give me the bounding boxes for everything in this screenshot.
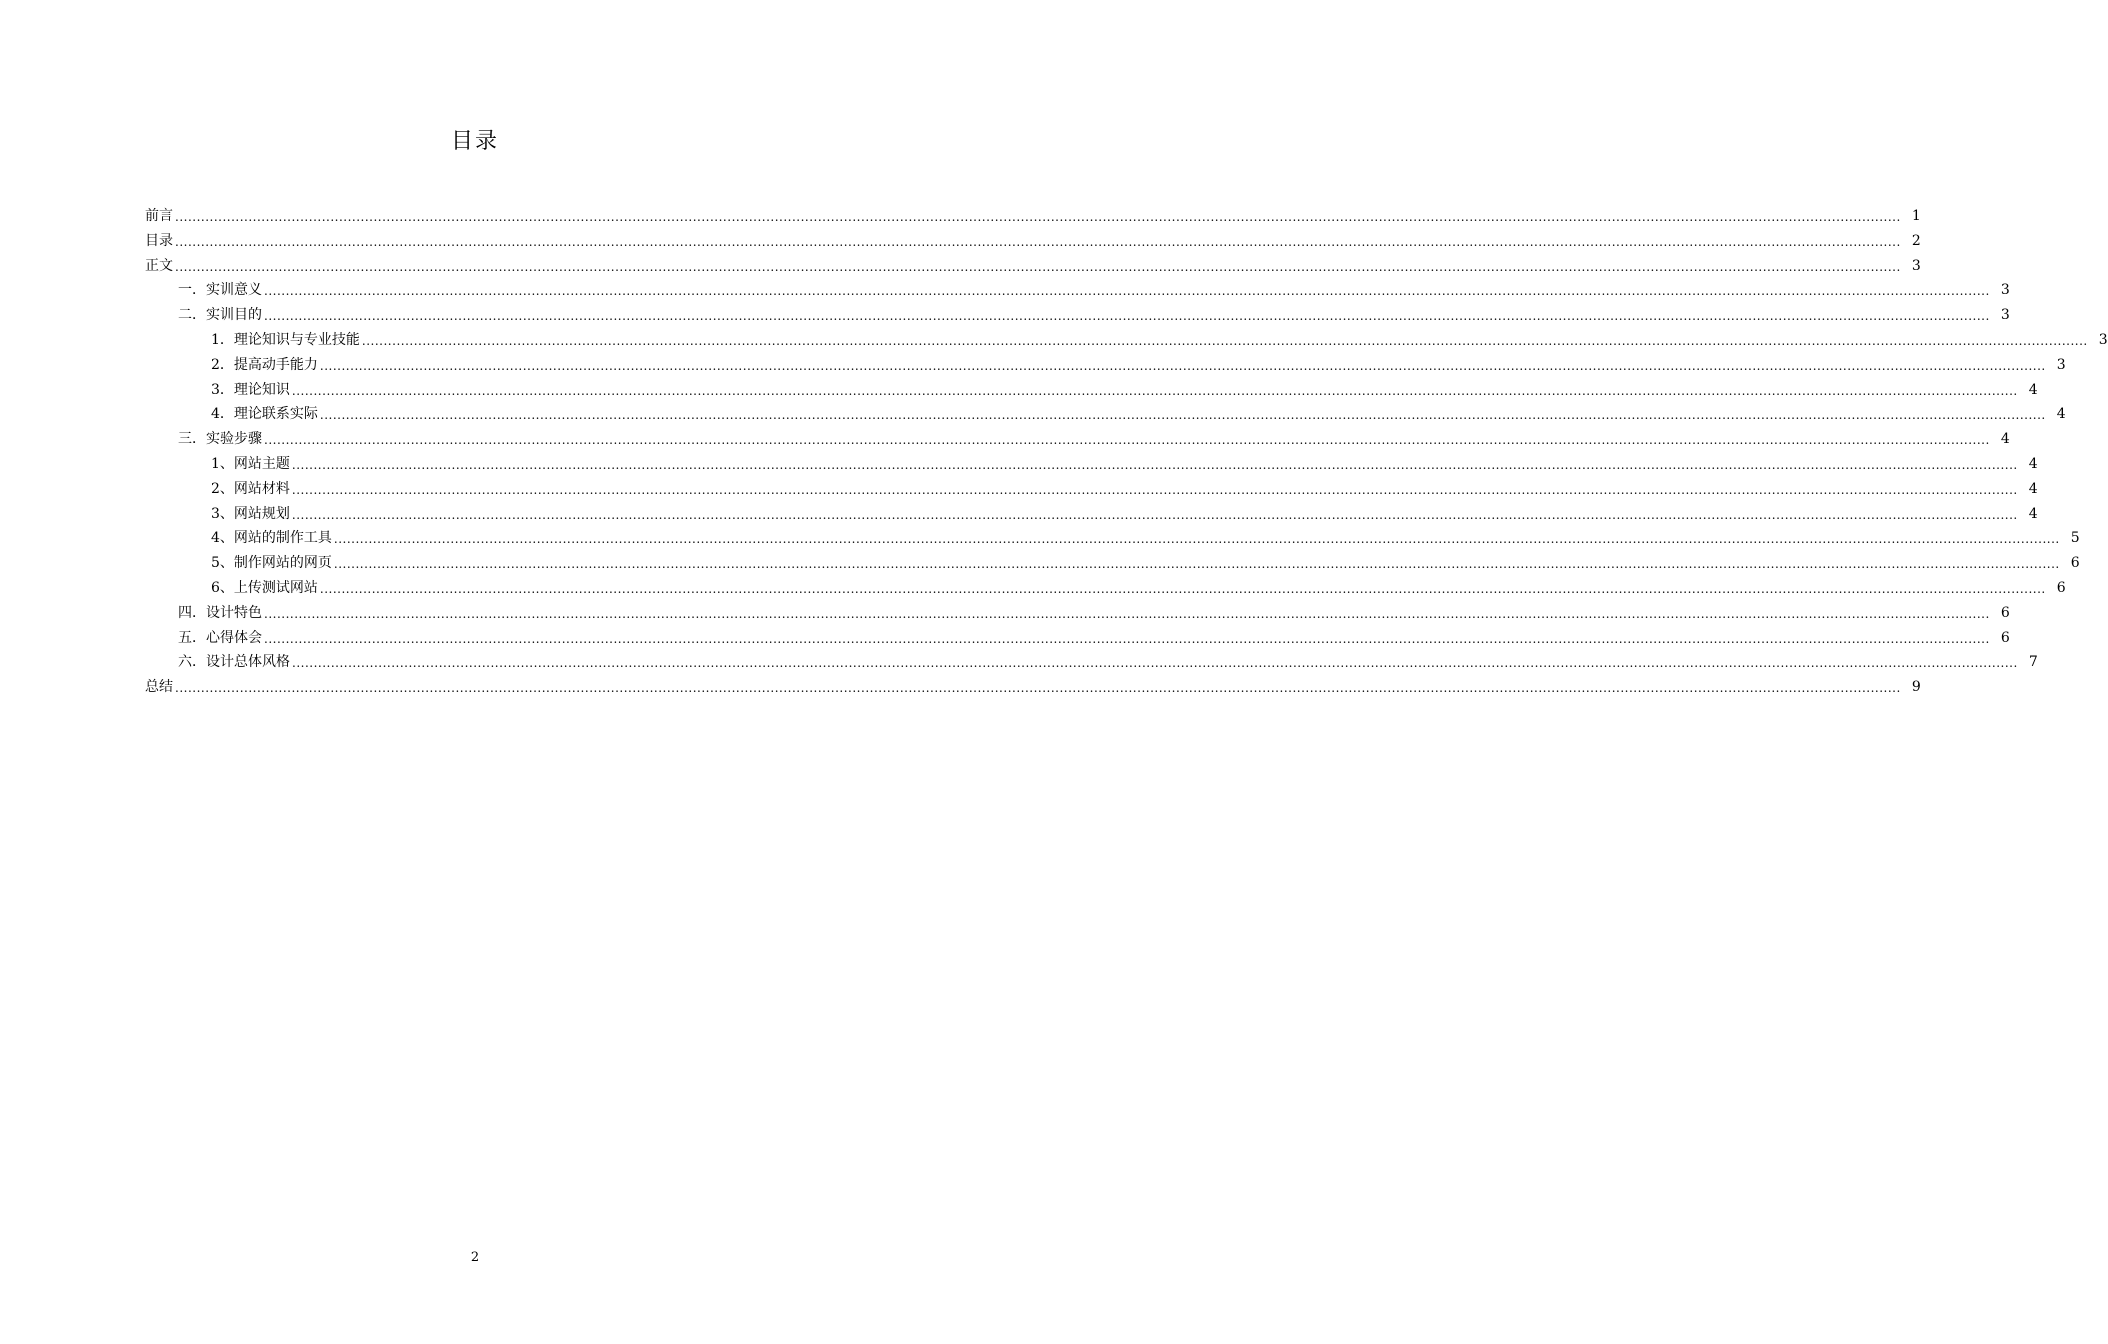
toc-entry[interactable] — [211, 402, 2066, 424]
toc-dot-leader: ................................................................................................................................................................................................................................................................................................................................................................................................................ — [291, 458, 2018, 472]
toc-entry-label: 4．理论联系实际 — [211, 406, 318, 423]
toc-entry-label: 1、网站主题 — [211, 456, 290, 472]
toc-entry-page: 4 — [2028, 456, 2038, 472]
toc-entry-label: 一．实训意义 — [178, 282, 262, 299]
toc-entry[interactable] — [178, 626, 2010, 648]
toc-entry-page: 3 — [2098, 332, 2108, 348]
toc-entry-label: 正文 — [145, 257, 173, 274]
toc-entry[interactable] — [211, 502, 2038, 524]
toc-entry-label: 4、网站的制作工具 — [211, 530, 332, 547]
toc-entry[interactable] — [145, 675, 1921, 697]
toc-entry[interactable] — [211, 452, 2038, 474]
toc-entry[interactable] — [211, 353, 2066, 375]
toc-dot-leader: ................................................................................................................................................................................................................................................................................................................................................................................................................ — [175, 210, 1901, 224]
page-title: 目录 — [450, 129, 499, 154]
toc-dot-leader: ................................................................................................................................................................................................................................................................................................................................................................................................................ — [264, 433, 1990, 448]
toc-dot-leader: ................................................................................................................................................................................................................................................................................................................................................................................................................ — [333, 532, 2060, 547]
toc-entry[interactable] — [211, 328, 2108, 350]
toc-entry-label: 2、网站材料 — [211, 480, 290, 497]
toc-dot-leader: ................................................................................................................................................................................................................................................................................................................................................................................................................ — [291, 507, 2018, 522]
toc-entry[interactable] — [211, 526, 2080, 548]
toc-entry-label: 六．设计总体风格 — [178, 654, 290, 671]
toc-entry-page: 4 — [2028, 505, 2038, 522]
toc-entry[interactable] — [211, 576, 2066, 598]
toc-entry[interactable] — [178, 601, 2010, 623]
toc-entry-page: 3 — [2000, 282, 2010, 299]
toc-entry-page: 9 — [1911, 679, 1921, 696]
toc-entry-page: 3 — [2056, 356, 2066, 373]
toc-entry-page: 6 — [2000, 629, 2010, 646]
toc-entry-label: 3．理论知识 — [211, 381, 290, 398]
toc-dot-leader: ................................................................................................................................................................................................................................................................................................................................................................................................................ — [175, 681, 1901, 696]
toc-entry-label: 四．设计特色 — [178, 604, 262, 621]
toc-entry[interactable] — [145, 229, 1921, 251]
toc-dot-leader: ................................................................................................................................................................................................................................................................................................................................................................................................................ — [291, 383, 2018, 398]
toc-entry[interactable] — [178, 303, 2010, 325]
toc-dot-leader: ................................................................................................................................................................................................................................................................................................................................................................................................................ — [319, 358, 2046, 373]
toc-entry-label: 二．实训目的 — [178, 307, 262, 324]
toc-entry[interactable] — [145, 254, 1921, 276]
toc-entry-page: 4 — [2056, 406, 2066, 423]
toc-dot-leader: ................................................................................................................................................................................................................................................................................................................................................................................................................ — [264, 631, 1990, 646]
toc-dot-leader: ................................................................................................................................................................................................................................................................................................................................................................................................................ — [175, 259, 1901, 274]
toc-dot-leader: ................................................................................................................................................................................................................................................................................................................................................................................................................ — [264, 606, 1990, 621]
toc-entry[interactable] — [178, 278, 2010, 300]
toc-entry[interactable] — [145, 204, 1921, 226]
toc-entry[interactable] — [178, 427, 2010, 449]
toc-entry[interactable] — [178, 650, 2038, 672]
toc-entry[interactable] — [211, 551, 2080, 573]
toc-dot-leader: ................................................................................................................................................................................................................................................................................................................................................................................................................ — [175, 234, 1901, 249]
toc-entry-page: 6 — [2000, 604, 2010, 621]
toc-dot-leader: ................................................................................................................................................................................................................................................................................................................................................................................................................ — [292, 656, 2018, 671]
toc-entry-page: 1 — [1911, 208, 1921, 224]
toc-entry[interactable] — [211, 378, 2038, 400]
toc-dot-leader: ................................................................................................................................................................................................................................................................................................................................................................................................................ — [361, 334, 2088, 348]
toc-entry-page: 3 — [2000, 307, 2010, 324]
toc-entry-label: 2．提高动手能力 — [211, 356, 318, 373]
toc-entry-page: 2 — [1911, 232, 1921, 249]
toc-dot-leader: ................................................................................................................................................................................................................................................................................................................................................................................................................ — [264, 309, 1990, 324]
toc-entry-page: 6 — [2056, 580, 2066, 596]
toc-entry-label: 前言 — [145, 208, 173, 224]
toc-entry-label: 6、上传测试网站 — [211, 580, 318, 596]
toc-dot-leader: ................................................................................................................................................................................................................................................................................................................................................................................................................ — [319, 582, 2046, 596]
toc-entry-page: 7 — [2028, 654, 2038, 671]
toc-entry-label: 目录 — [145, 232, 173, 249]
toc-entry-label: 5、制作网站的网页 — [211, 555, 332, 572]
toc-entry-label: 3、网站规划 — [211, 505, 290, 522]
toc-entry-page: 5 — [2070, 530, 2080, 547]
toc-entry-page: 4 — [2000, 431, 2010, 448]
toc-dot-leader: ................................................................................................................................................................................................................................................................................................................................................................................................................ — [333, 557, 2060, 572]
toc-entry-page: 6 — [2070, 555, 2080, 572]
toc-entry[interactable] — [211, 477, 2038, 499]
toc-entry-label: 三．实验步骤 — [178, 431, 262, 448]
toc-entry-page: 3 — [1911, 257, 1921, 274]
toc-entry-label: 总结 — [145, 679, 173, 696]
toc-dot-leader: ................................................................................................................................................................................................................................................................................................................................................................................................................ — [291, 482, 2018, 497]
toc-entry-page: 4 — [2028, 480, 2038, 497]
toc-entry-page: 4 — [2028, 381, 2038, 398]
toc-dot-leader: ................................................................................................................................................................................................................................................................................................................................................................................................................ — [319, 408, 2046, 423]
toc-dot-leader: ................................................................................................................................................................................................................................................................................................................................................................................................................ — [264, 284, 1990, 299]
toc-entry-label: 五．心得体会 — [178, 629, 262, 646]
toc-entry-label: 1．理论知识与专业技能 — [211, 332, 360, 348]
page-number: 2 — [470, 1250, 480, 1265]
